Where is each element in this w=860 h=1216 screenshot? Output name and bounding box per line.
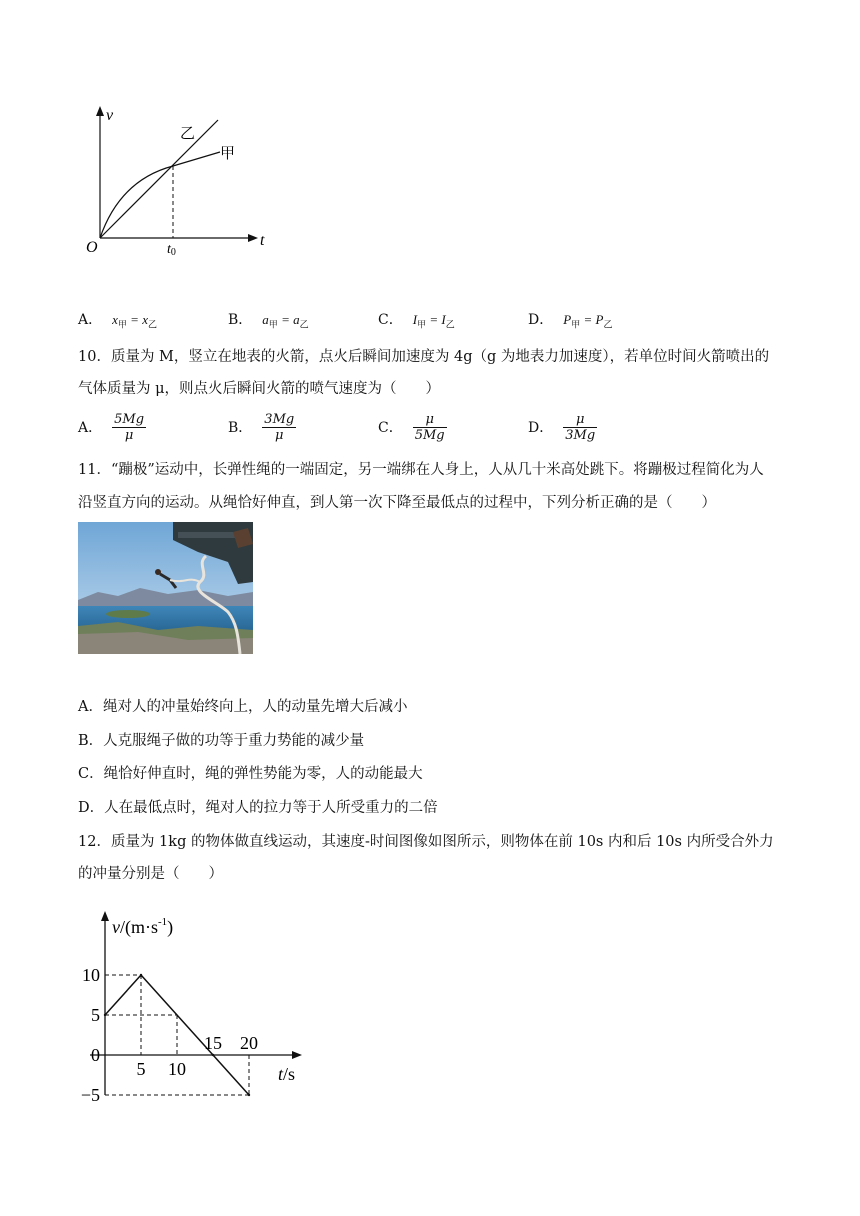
chart-x-label-unit: /s (283, 1064, 296, 1084)
chart-x-label (278, 1064, 295, 1084)
x-axis-arrow (248, 234, 258, 242)
q11-option-d[interactable]: D．人在最低点时，绳对人的拉力等于人所受重力的二倍 (78, 800, 438, 816)
q12-stem-line2: 的冲量分别是（ ） (78, 866, 223, 882)
vt-graph-jia-yi (80, 100, 280, 260)
y-axis-label: v (106, 107, 114, 124)
t0-label: t0 (167, 242, 176, 258)
label-jia: 甲 (220, 146, 236, 162)
y-tick-label: 5 (91, 1005, 100, 1025)
y-axis-arrow (96, 106, 104, 116)
y-tick-label: −5 (80, 1085, 100, 1105)
chart-y-axis-arrow (101, 911, 109, 921)
line-yi (100, 120, 218, 238)
chart-y-label-v: v (112, 917, 120, 937)
x-tick-label: 10 (168, 1059, 186, 1079)
q9-option-d[interactable]: D． $P_甲 = P_乙$ (528, 312, 613, 330)
q11-option-b[interactable]: B．人克服绳子做的功等于重力势能的减少量 (78, 733, 365, 749)
origin-label: O (86, 239, 98, 256)
chart-x-label-t: t (278, 1064, 284, 1084)
q10-c-fraction: $\frac{\mu}{5Mg}$ (414, 412, 445, 443)
q9-d-expr: $P_甲 = P_乙$ (563, 312, 613, 330)
q9-c-expr: $I_甲 = I_乙$ (412, 312, 455, 330)
bungee-photo (78, 522, 253, 654)
x-tick-label: 5 (136, 1059, 146, 1079)
q9-a-expr: $x_甲 = x_乙$ (112, 312, 157, 330)
q10-d-fraction: $\frac{\mu}{3Mg}$ (565, 412, 596, 443)
curve-jia (100, 152, 220, 238)
q11-stem-line2: 沿竖直方向的运动。从绳恰好伸直，到人第一次下降至最低点的过程中，下列分析正确的是（ ） (78, 495, 716, 511)
x-tick-label: 20 (240, 1033, 258, 1053)
data-point (248, 1094, 250, 1096)
q10-stem-line2: 气体质量为 μ，则点火后瞬间火箭的喷气速度为（ ） (78, 381, 441, 397)
q12-stem-line1: 12．质量为 1kg 的物体做直线运动，其速度-时间图像如图所示，则物体在前 10s 内和后 10s 内所受合外力 (78, 834, 774, 850)
chart-layer (81, 965, 258, 1105)
q10-a-fraction: $\frac{5Mg}{\mu}$ (114, 412, 145, 443)
q9-b-expr: $a_甲 = a_乙$ (262, 312, 309, 330)
label-yi: 乙 (180, 126, 196, 142)
q9-option-a[interactable]: A． $x_甲 = x_乙$ (78, 312, 157, 330)
q10-option-c[interactable]: C． $\frac{\mu}{5Mg}$ (378, 412, 445, 443)
chart-y-label-exp: -1 (158, 916, 168, 928)
chart-x-axis-arrow (292, 1051, 302, 1059)
x-axis-label: t (260, 232, 265, 249)
data-point (104, 1014, 106, 1016)
q11-option-c[interactable]: C．绳恰好伸直时，绳的弹性势能为零，人的动能最大 (78, 766, 423, 782)
q10-option-d[interactable]: D． $\frac{\mu}{3Mg}$ (528, 412, 596, 443)
q10-b-fraction: $\frac{3Mg}{\mu}$ (264, 412, 295, 443)
y-tick-label: 0 (91, 1045, 100, 1065)
vt-chart (70, 905, 320, 1115)
q9-option-c[interactable]: C． $I_甲 = I_乙$ (378, 312, 455, 330)
q10-option-b[interactable]: B． $\frac{3Mg}{\mu}$ (228, 412, 295, 443)
q11-option-a[interactable]: A．绳对人的冲量始终向上，人的动量先增大后减小 (78, 699, 408, 715)
q10-option-a[interactable]: A． $\frac{5Mg}{\mu}$ (78, 412, 145, 443)
data-point (140, 974, 142, 976)
chart-y-label-unit: /(m·s (120, 917, 158, 937)
chart-y-label (112, 916, 173, 938)
data-point (212, 1054, 214, 1056)
q11-stem-line1: 11．“蹦极”运动中，长弹性绳的一端固定，另一端绑在人身上，人从几十米高处跳下。将蹦极过程简化为人 (78, 462, 764, 478)
chart-y-label-close: ) (167, 917, 174, 937)
q9-option-b[interactable]: B． $a_甲 = a_乙$ (228, 312, 309, 330)
q10-stem-line1: 10．质量为 M，竖立在地表的火箭，点火后瞬间加速度为 4g（g 为地表力加速度），若单位时间火箭喷出的 (78, 349, 770, 365)
y-tick-label: 10 (82, 965, 100, 985)
x-tick-label: 15 (204, 1033, 222, 1053)
